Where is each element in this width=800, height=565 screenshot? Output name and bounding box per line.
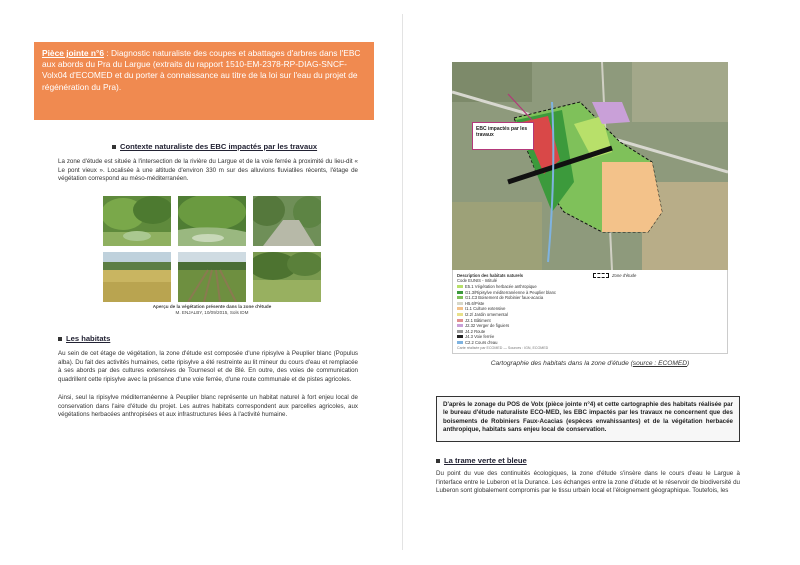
bullet-square-icon (436, 459, 440, 463)
legend-item (465, 318, 491, 323)
conclusion-box: D'après le zonage du POS de Volx (pièce jointe n°4) et cette cartographie des habitats réalisée par le bureau d'étude naturaliste ECO-MED, les EBC impactés par les travaux ne concernent que des boisements de Robiniers Faux-Acacias (espèces envahissantes) et de la végétation herbacée anthropique, habitats sans enjeu local de conservation. (436, 396, 740, 442)
legend-item (465, 301, 484, 306)
legend-swatch (457, 330, 463, 333)
legend-swatch (457, 302, 463, 305)
photo-riverbed (253, 196, 321, 246)
legend-item-label: J2.32 Verger de figuiers (465, 323, 510, 329)
map-caption: Cartographie des habitats dans la zone d'étude (source : ECOMED) (490, 360, 690, 367)
ebc-callout: EBC impactés par les travaux (472, 122, 534, 150)
legend-item (465, 323, 509, 328)
legend-swatch (457, 324, 463, 327)
legend-item (465, 329, 485, 334)
map-caption-source: source : ECOMED (632, 360, 688, 367)
attachment-banner (34, 42, 374, 120)
habitats-paragraph-1: Au sein de cet étage de végétation, la zone d'étude est composée d'une ripisylve à Peuplier blanc (Populus alba). Du fait des activités humaines, cette ripisylve a été restreinte au lit mineur du cours d'eau et remplacée à ses abords par des cultures extensives de Tournesol et de Blé. En outre, des voies de communication quadrillent cette ripisylve avec la présence d'une voie ferrée, d'une route communale et de pistes agricoles. (58, 350, 358, 383)
photo-credit: M. ENJALBY, 10/09/2015, Sols IDM (175, 310, 249, 315)
legend-item-label: G1.C3 Boisement de Robinier faux-acacia (465, 295, 544, 301)
legend-study-zone: Zone d'étude (593, 273, 636, 278)
photo-river-bank (178, 196, 246, 246)
legend-swatch (457, 341, 463, 344)
legend-item (465, 295, 543, 300)
legend-code-header: Code EUNIS - Intitulé (457, 278, 498, 283)
legend-item-label: H5.6/Piste (465, 300, 485, 306)
legend-item (465, 290, 556, 295)
legend-item (465, 334, 494, 339)
legend-item (465, 340, 497, 345)
banner-text: : Diagnostic naturaliste des coupes et abattages d'arbres dans l'EBC aux abords du Pra du Largue (extraits du rapport 1510-EM-2378-RP-DIAG-SNCF-Volx04 d'ECOMED et du porter à connaissance au titre de la loi sur l'eau du projet de régénération du Pra). (42, 48, 361, 92)
photo-caption-title: Aperçu de la végétation présente dans la zone d'étude (152, 304, 272, 309)
habitat-map (452, 62, 728, 270)
legend-item-label: E5.1 Végétation herbacée anthropique (465, 284, 537, 289)
legend-item (465, 284, 537, 289)
legend-item-label: G1.3/Ripisylve méditerranéenne à Peuplier blanc (465, 289, 557, 295)
legend-item-label: C2.2 Cours d'eau (465, 340, 498, 345)
habitats-paragraph-2: Ainsi, seul la ripisylve méditerranéenne à Peuplier blanc représente un habitat naturel à fort enjeu local de conservation dans l'aire d'étude du projet. Les autres habitats correspondent aux parcelles agricoles, aux végétations herbacées anthropisées et aux infrastructures liées à l'activité humaine. (58, 394, 358, 419)
legend-item-label: J2.1 Bâtiment (465, 317, 491, 323)
dashed-line-icon (593, 273, 609, 278)
legend-item-label: I2.2/ Jardin ornemental (465, 312, 508, 317)
context-paragraph: La zone d'étude est située à l'intersection de la rivière du Largue et de la voie ferrée à proximité du lieu-dit « Le pont vieux ». Localisée à une altitude d'environ 330 m sur des alluvions fluviatiles récents, l'étage de végétation correspond au méso-méditerranéen. (58, 158, 358, 183)
section-heading-green-blue-network: La trame verte et bleue (436, 456, 527, 465)
bullet-square-icon (112, 145, 116, 149)
legend-swatch (457, 307, 463, 310)
section-heading-habitats: Les habitats (58, 334, 110, 343)
legend-swatch (457, 313, 463, 316)
map-legend (452, 270, 728, 354)
section-heading-context: Contexte naturaliste des EBC impactés par les travaux (112, 142, 317, 151)
legend-item-label: J4.3 Voie ferrée (465, 334, 495, 340)
photo-crop-rows (178, 252, 246, 302)
legend-swatch (457, 291, 463, 294)
legend-swatch (457, 319, 463, 322)
legend-item-label: J4.2 Route (465, 328, 486, 334)
legend-swatch (457, 296, 463, 299)
bullet-square-icon (58, 337, 62, 341)
legend-item (465, 306, 506, 311)
legend-swatch (457, 285, 463, 288)
photo-grassland (253, 252, 321, 302)
legend-swatch (457, 335, 463, 338)
green-blue-paragraph: Du point du vue des continuités écologiques, la zone d'étude s'insère dans le cours d'eau le Largue à l'interface entre le Luberon et la Durance. Les échanges entre la zone d'étude et le réservoir de biodiversité du Luberon sont globalement compromis par le tissu urbain local et l'éloignement géographique. Toutefois, les (436, 470, 740, 495)
photo-wheat-field (103, 252, 171, 302)
legend-footer: Carte réalisée par ECOMED — Sources : IGN, ECOMED (457, 346, 549, 350)
legend-item (465, 312, 508, 317)
legend-title: Description des habitats naturels (457, 273, 524, 278)
photo-caption (103, 304, 321, 316)
legend-item-label: I1.1 Culture extensive (465, 306, 506, 312)
photo-riparian-forest (103, 196, 171, 246)
banner-lead: Pièce jointe n°6 (42, 48, 104, 58)
